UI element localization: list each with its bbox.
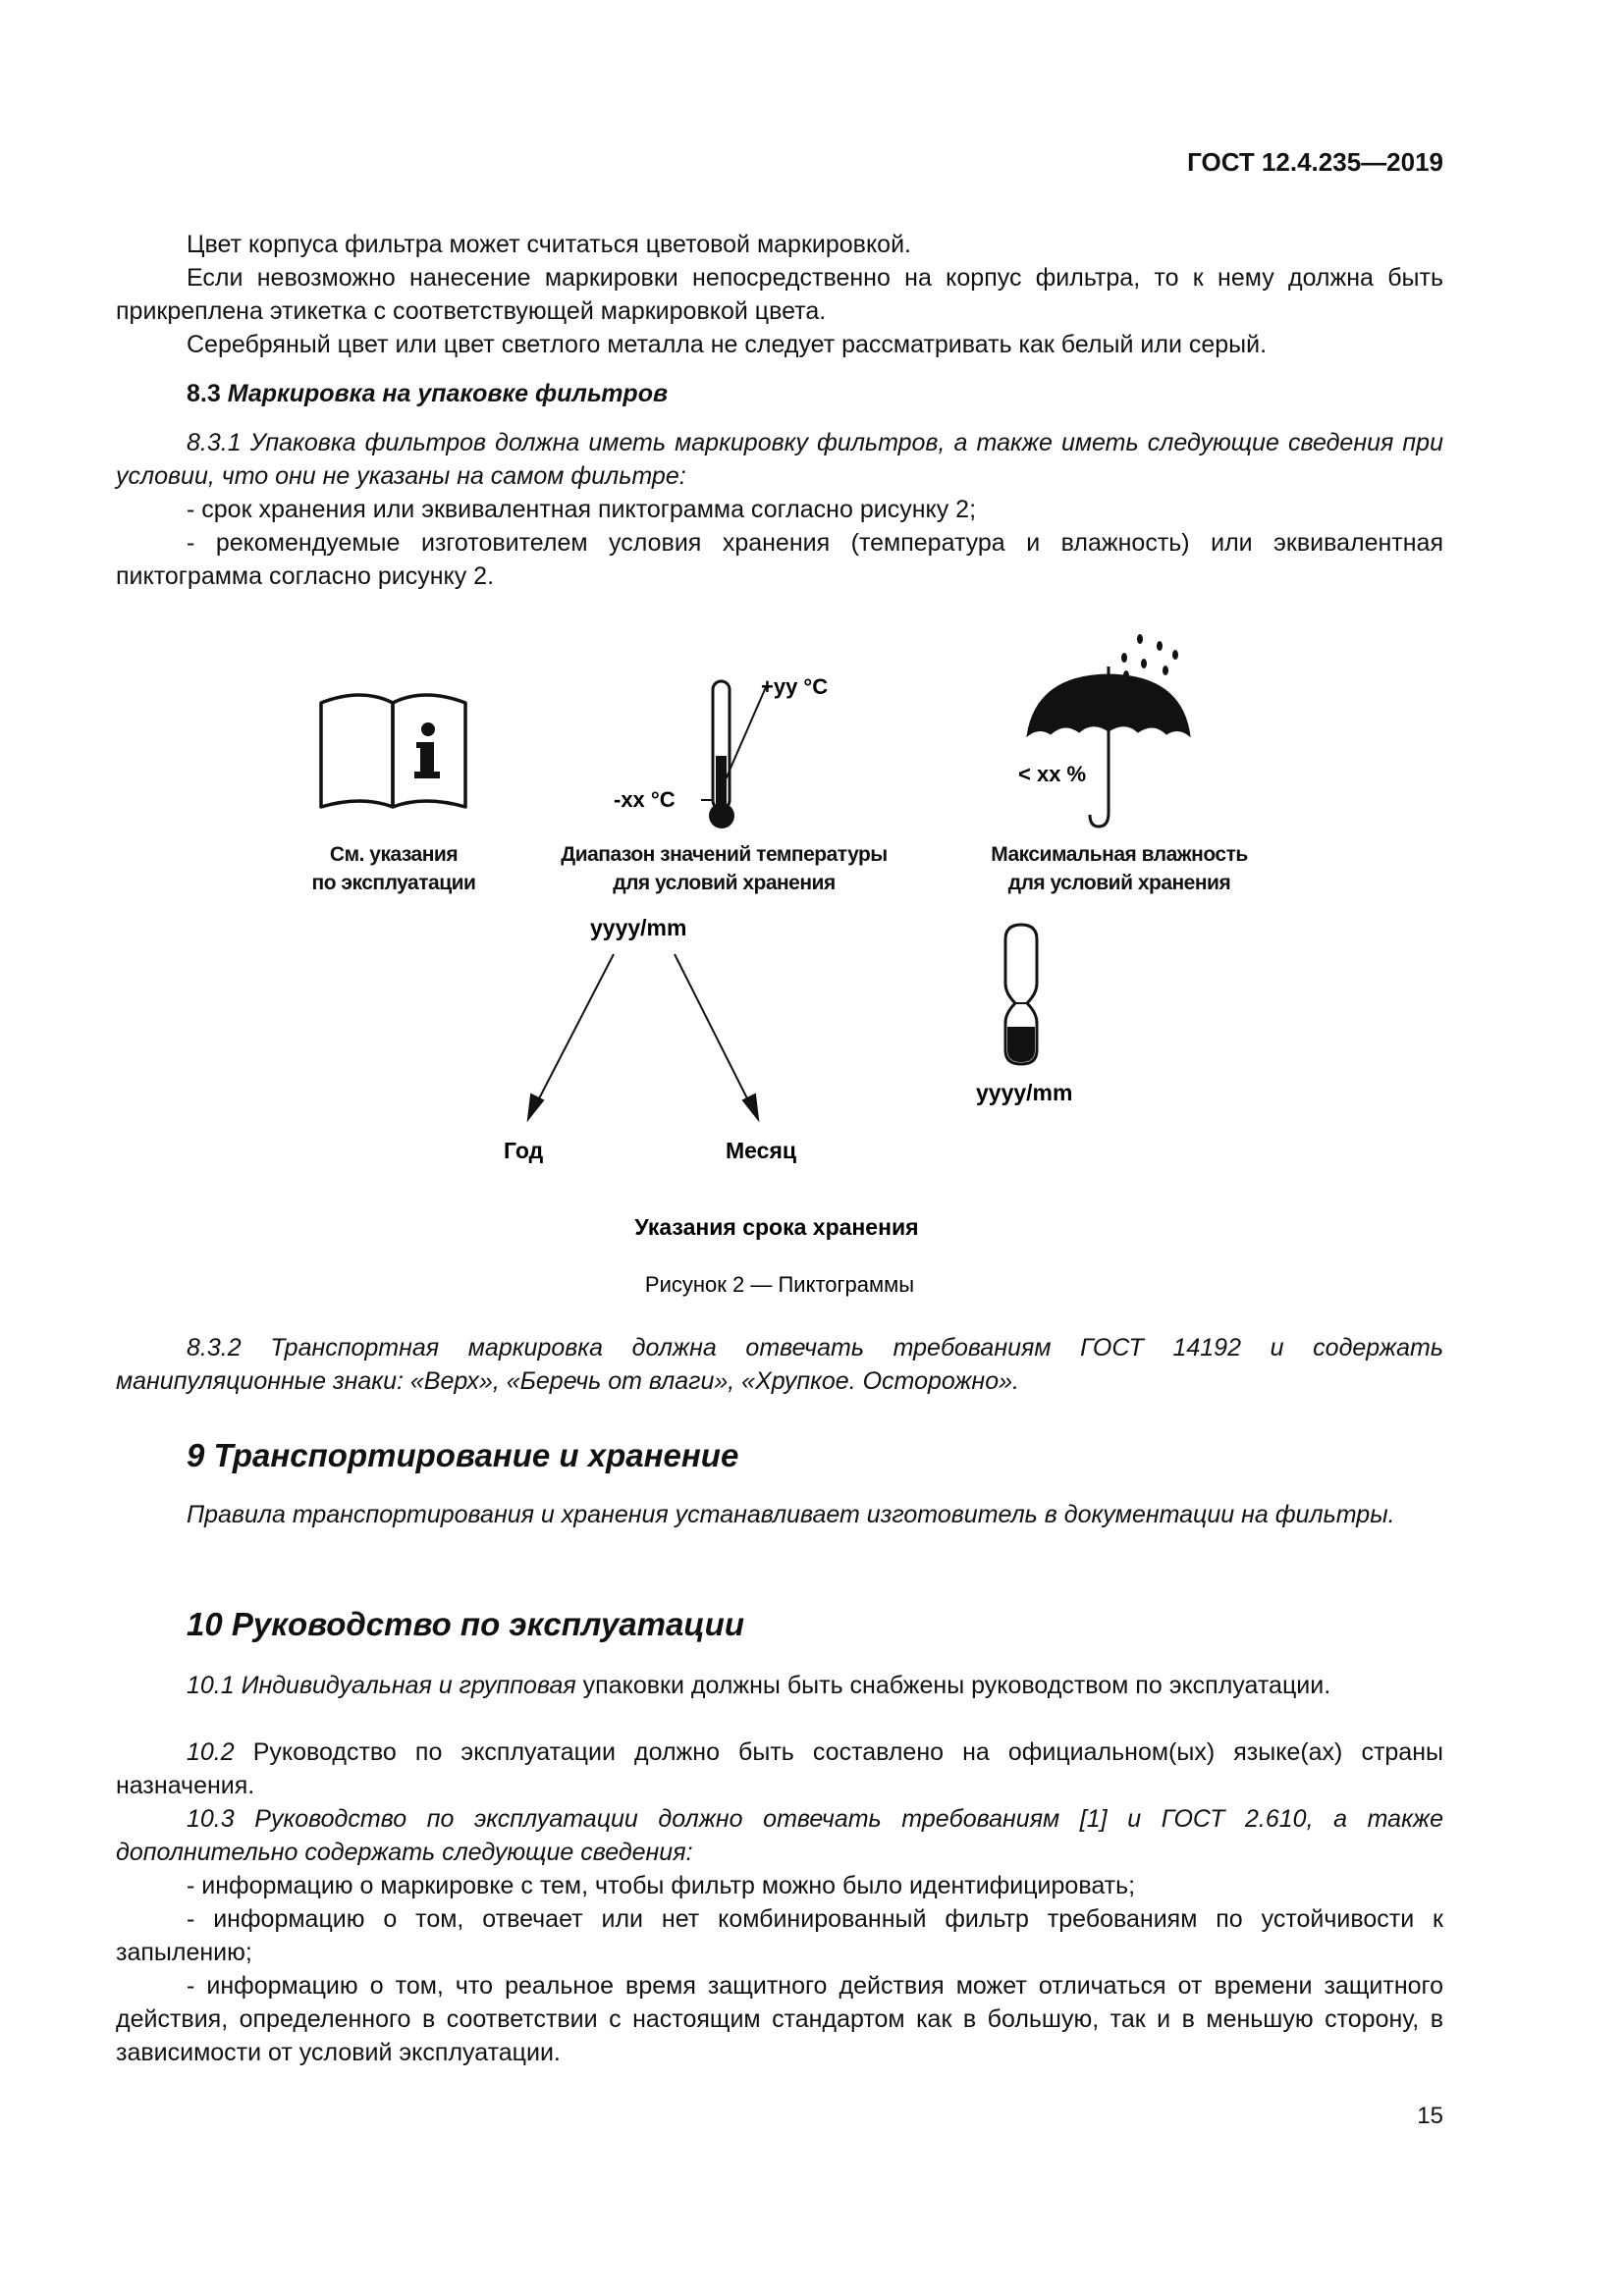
- year-label: Год: [504, 1138, 544, 1163]
- paragraph-8-3-2: 8.3.2 Транспортная маркировка должна отвечать требованиям ГОСТ 14192 и содержать манипуляционные знаки: «Верх», «Беречь от влаги», «Хрупкое. Осторожно».: [116, 1334, 1443, 1395]
- info-i-icon: [414, 722, 440, 778]
- temp-low-label: -xx °C: [614, 787, 676, 812]
- paragraph-10-2: [116, 1735, 1443, 1802]
- humidity-value-label: < xx %: [1018, 762, 1087, 786]
- list-item-storage-conditions: - рекомендуемые изготовителем условия хранения (температура и влажность) или эквивалентная пиктограмма согласно рисунку 2.: [116, 529, 1443, 590]
- paragraph-silver-color: Серебряный цвет или цвет светлого металла не следует рассматривать как белый или серый.: [187, 331, 1268, 358]
- paragraph-10-1-text: упаковки должны быть снабжены руководством по эксплуатации.: [575, 1672, 1331, 1699]
- humidity-caption: [962, 840, 1276, 897]
- humidity-caption-line-2: для условий хранения: [1007, 872, 1231, 894]
- arrow-to-year-icon: [528, 954, 614, 1119]
- humidity-caption-line-1: Максимальная влажность: [991, 843, 1248, 866]
- list-item-marking-info: - информацию о маркировке с тем, чтобы фильтр можно было идентифицировать;: [187, 1872, 1136, 1899]
- section-heading-9: 9 Транспортирование и хранение: [187, 1437, 739, 1473]
- figure-caption: Рисунок 2 — Пиктограммы: [644, 1272, 915, 1297]
- subsection-title: Маркировка на упаковке фильтров: [227, 380, 669, 407]
- paragraph-10-1-italic: 10.1 Индивидуальная и групповая: [187, 1672, 576, 1699]
- paragraph-10-3: 10.3 Руководство по эксплуатации должно отвечать требованиям [1] и ГОСТ 2.610, а также дополнительно содержать следующие сведения:: [116, 1805, 1443, 1866]
- manual-caption-line-1: См. указания: [329, 843, 459, 866]
- paragraph-section-9: Правила транспортирования и хранения устанавливает изготовитель в документации на фильтры.: [187, 1501, 1395, 1528]
- paragraph-8-3-1: 8.3.1 Упаковка фильтров должна иметь маркировку фильтров, а также иметь следующие сведения при условии, что они не указаны на самом фильтре:: [116, 429, 1443, 490]
- shelf-life-label: Указания срока хранения: [634, 1214, 919, 1240]
- paragraph-label-attached: Если невозможно нанесение маркировки непосредственно на корпус фильтра, то к нему должна быть прикреплена этикетка с соответствующей маркировкой цвета.: [116, 264, 1443, 325]
- paragraph-10-2-text: Руководство по эксплуатации должно быть составлено на официальном(ых) языке(ах) страны назначения.: [116, 1738, 1443, 1799]
- rain-drops-icon: [1121, 634, 1178, 680]
- page-number: 15: [1417, 2103, 1443, 2129]
- umbrella-icon: [1027, 667, 1190, 827]
- thermometer-icon: [701, 681, 769, 828]
- paragraph-10-2-italic: 10.2: [187, 1738, 235, 1766]
- month-label: Месяц: [726, 1138, 796, 1163]
- temp-high-label: +yy °C: [761, 674, 829, 699]
- manual-caption-line-2: по эксплуатации: [311, 872, 476, 894]
- hourglass-date-label: yyyy/mm: [976, 1080, 1073, 1105]
- manual-book-icon: [321, 695, 465, 807]
- paragraph-color-marking: Цвет корпуса фильтра может считаться цветовой маркировкой.: [187, 231, 911, 258]
- list-item-protection-time: - информацию о том, что реальное время защитного действия может отличаться от времени защитного действия, определенного в соответствии с настоящим стандартом как в большую, так и в меньшую сторону, в зависимости от условий эксплуатации.: [116, 1972, 1443, 2066]
- subsection-number: 8.3: [187, 380, 221, 407]
- temperature-caption-line-2: для условий хранения: [613, 872, 836, 894]
- temperature-caption: [535, 840, 913, 897]
- list-item-dust-resistance: - информацию о том, отвечает или нет комбинированный фильтр требованиям по устойчивости к запылению;: [116, 1905, 1443, 1966]
- arrow-to-month-icon: [675, 954, 758, 1119]
- hourglass-icon: [1005, 925, 1037, 1064]
- temperature-caption-line-1: Диапазон значений температуры: [561, 843, 888, 866]
- date-format-label: yyyy/mm: [590, 915, 687, 940]
- section-heading-10: 10 Руководство по эксплуатации: [187, 1606, 744, 1642]
- paragraph-10-1: [116, 1669, 1443, 1702]
- list-item-shelf-life: - срок хранения или эквивалентная пиктограмма согласно рисунку 2;: [187, 496, 977, 523]
- manual-caption: [283, 840, 505, 897]
- document-number: ГОСТ 12.4.235—2019: [1187, 147, 1443, 177]
